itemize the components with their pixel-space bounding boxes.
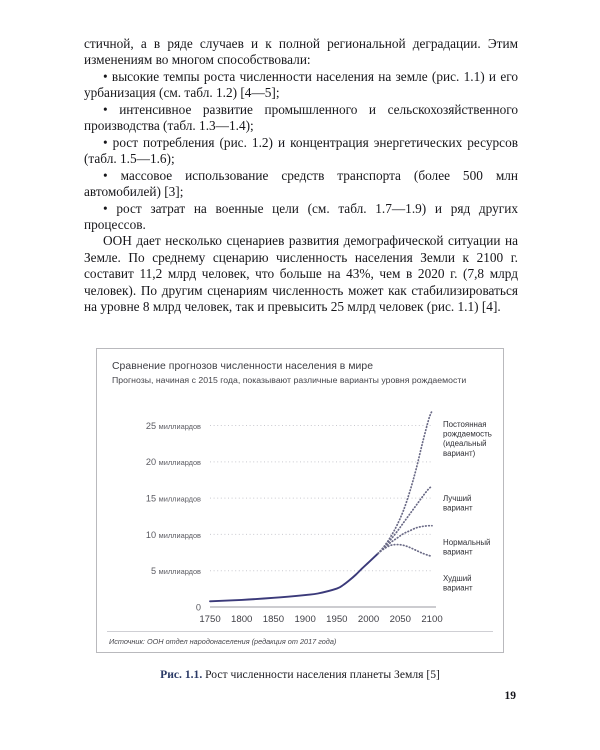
figure-caption [0, 668, 600, 681]
y-axis-tick-label: 15 миллиардов [145, 493, 201, 504]
chart-series-line [378, 526, 432, 554]
figure-caption-text: Рост численности населения планеты Земля [5] [202, 668, 440, 681]
x-axis-tick-label: 1800 [231, 614, 253, 625]
x-axis-tick-label: 1950 [326, 614, 348, 625]
x-axis-tick-label: 1750 [199, 614, 221, 625]
chart-title: Сравнение прогнозов численности населения в мире [112, 361, 374, 372]
bullet-item-3: • рост потребления (рис. 1.2) и концентрация энергетических ресурсов (табл. 1.5—1.6); [84, 134, 518, 167]
paragraph-1: стичной, а в ряде случаев и к полной региональной деградации. Этим изменениям во многом способствовали: [84, 36, 518, 68]
series-annotation-label: Лучший вариант [443, 494, 473, 513]
chart-series-line [378, 545, 432, 557]
x-axis-tick-label: 2100 [421, 614, 443, 625]
x-axis-tick-label: 2000 [357, 614, 380, 625]
series-annotation-label: Худший вариант [443, 574, 473, 593]
series-annotation-label: Нормальный вариант [443, 538, 491, 557]
y-axis-tick-label: 10 миллиардов [145, 529, 201, 540]
chart-plot-area [97, 349, 503, 652]
y-axis-tick-label: 25 миллиардов [145, 420, 201, 431]
figure-number: Рис. 1.1. [160, 668, 203, 681]
chart-subtitle: Прогнозы, начиная с 2015 года, показывают различные варианты уровня рождаемости [112, 375, 467, 385]
y-axis-tick-label: 0 [195, 602, 201, 613]
bullet-item-4: • массовое использование средств транспорта (более 500 млн автомобилей) [3]; [84, 167, 518, 200]
bullet-item-5: • рост затрат на военные цели (см. табл. 1.7—1.9) и ряд других процессов. [84, 200, 518, 232]
body-text [84, 36, 518, 316]
chart-source-note: Источник: ООН отдел народонаселения (редакция от 2017 года) [109, 637, 337, 646]
x-axis-tick-label: 2050 [389, 614, 411, 625]
x-axis-tick-label: 1850 [262, 614, 285, 625]
x-axis-tick-label: 1900 [294, 614, 316, 625]
bullet-item-2: • интенсивное развитие промышленного и сельскохозяйственного производства (табл. 1.3—1.4); [84, 101, 518, 134]
y-axis-tick-label: 5 миллиардов [151, 566, 201, 577]
chart-series-line [210, 553, 378, 601]
figure-population-chart [96, 348, 504, 653]
y-axis-tick-label: 20 миллиардов [145, 457, 201, 468]
bullet-item-1: • высокие темпы роста численности населения на земле (рис. 1.1) и его урбанизация (см. табл. 1.2) [4—5]; [84, 68, 518, 101]
source-divider [107, 631, 493, 632]
page-number: 19 [504, 690, 516, 702]
paragraph-2: ООН дает несколько сценариев развития демографической ситуации на Земле. По среднему сценарию численность населения Земли к 2100 г. составит 11,2 млрд человек, что больше на 43%, чем в 2020 г. (7,8 млрд человек). По другим сценариям численность может как стабилизироваться на уровне 8 млрд человек, так и превысить 25 млрд человек (рис. 1.1) [4]. [84, 233, 518, 315]
population-projection-line-chart [97, 349, 505, 654]
series-annotation-label: Постоянная рождаемость (идеальный вариант) [443, 420, 492, 458]
